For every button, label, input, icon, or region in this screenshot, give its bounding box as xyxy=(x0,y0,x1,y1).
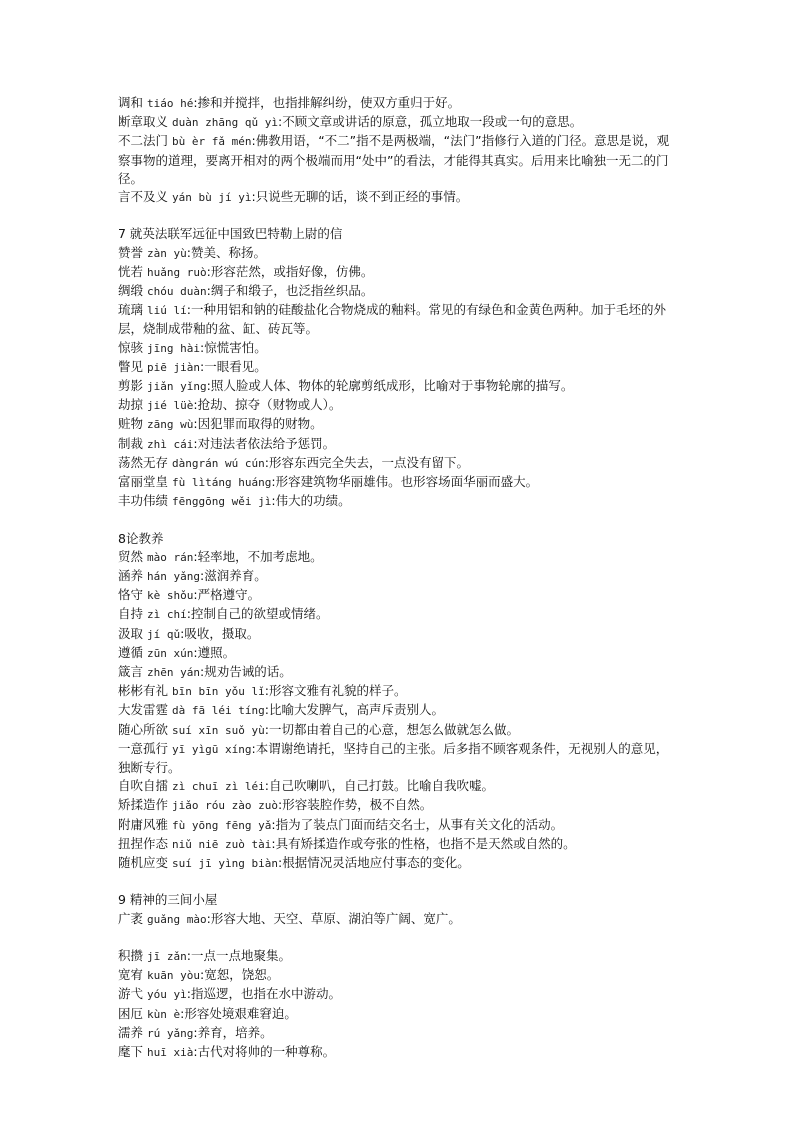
vocab-term: 汲取 xyxy=(118,625,144,641)
vocab-term: 矫揉造作 xyxy=(118,797,169,813)
vocab-definition: 自己吹喇叭，自己打鼓。比喻自我吹嘘。 xyxy=(268,778,494,794)
vocab-definition: 一切都由着自己的心意，想怎么做就怎么做。 xyxy=(268,721,519,737)
vocab-entry: 彬彬有礼 bīn bīn yǒu lǐ:形容文雅有礼貌的样子。 xyxy=(118,683,407,699)
vocab-entry: 广袤 guǎng mào:形容大地、天空、草原、湖泊等广阔、宽广。 xyxy=(118,910,461,926)
vocab-entry: 附庸风雅 fù yōng fēng yǎ:指为了装点门面而结交名士，从事有关文化的活动。 xyxy=(118,816,564,832)
vocab-term: 自持 xyxy=(118,606,144,622)
vocab-entry: 麾下 huī xià:古代对将帅的一种尊称。 xyxy=(118,1044,336,1060)
vocab-term: 彬彬有礼 xyxy=(118,683,169,699)
vocab-pinyin: rú yǎng xyxy=(147,1026,194,1040)
vocab-pinyin: hán yǎng xyxy=(147,570,200,584)
vocab-term: 游弋 xyxy=(118,986,144,1002)
vocab-entry: 赞誉 zàn yù:赞美、称扬。 xyxy=(118,244,266,260)
vocab-pinyin: kuān yòu xyxy=(147,969,200,983)
vocab-entry: 自持 zì chí:控制自己的欲望或情绪。 xyxy=(118,606,329,622)
vocab-term: 箴言 xyxy=(118,664,144,680)
vocab-term: 恪守 xyxy=(118,587,144,603)
vocab-definition: 佛教用语，“不二”指不是两极端，“法门”指修行入道的门径。意思是说，观察事物的道理，要离开相对的两个极端而用“处中”的看法，才能得其真实。后用来比喻独一无二的门径。 xyxy=(118,133,670,186)
section-gap xyxy=(118,511,678,529)
vocab-pinyin: yī yìgū xíng xyxy=(172,742,252,756)
vocab-pinyin: dàngrán wú cún xyxy=(172,456,265,470)
vocab-pinyin: kè shǒu xyxy=(147,589,194,603)
section-gap xyxy=(118,873,678,891)
vocab-entry: 琉璃 liú lí:一种用铝和钠的硅酸盐化合物烧成的釉料。常见的有绿色和金黄色两种。加于毛坯的外层，烧制成带釉的盆、缸、砖瓦等。 xyxy=(118,302,666,337)
vocab-pinyin: yóu yì xyxy=(147,988,187,1002)
vocab-definition: 吸收，摄取。 xyxy=(184,625,260,641)
vocab-pinyin: zàn yù xyxy=(147,246,187,260)
vocab-term: 困厄 xyxy=(118,1005,144,1021)
vocab-entry: 一意孤行 yī yìgū xíng:本谓谢绝请托，坚持自己的主张。后多指不顾客观条件，无视别人的意见，独断专行。 xyxy=(118,740,669,776)
section-gap xyxy=(118,929,678,947)
vocab-pinyin: zhēn yán xyxy=(147,666,200,680)
vocab-definition: 伟大的功绩。 xyxy=(275,493,351,509)
vocab-definition: 比喻大发脾气，高声斥责别人。 xyxy=(268,702,444,718)
vocab-entry: 大发雷霆 dà fā léi tíng:比喻大发脾气，高声斥责别人。 xyxy=(118,702,444,718)
vocab-entry: 荡然无存 dàngrán wú cún:形容东西完全失去，一点没有留下。 xyxy=(118,454,469,470)
vocab-definition: 古代对将帅的一种尊称。 xyxy=(197,1044,336,1060)
vocab-entry: 剪影 jiǎn yǐng:照人脸或人体、物体的轮廓剪纸成形，比喻对于事物轮廓的描写。 xyxy=(118,378,574,394)
vocab-entry: 汲取 jí qǔ:吸收，摄取。 xyxy=(118,625,260,641)
vocab-term: 广袤 xyxy=(118,910,144,926)
vocab-definition: 形容东西完全失去，一点没有留下。 xyxy=(268,454,469,470)
vocab-entry: 矫揉造作 jiǎo róu zào zuò:形容装腔作势，极不自然。 xyxy=(118,797,433,813)
vocab-pinyin: jiǎn yǐng xyxy=(147,380,207,394)
vocab-pinyin: jí qǔ xyxy=(147,627,181,641)
vocab-definition: 因犯罪而取得的财物。 xyxy=(197,416,323,432)
vocab-entry: 调和 tiáo hé:掺和并搅拌，也指排解纠纷，使双方重归于好。 xyxy=(118,95,461,110)
vocab-definition: 照人脸或人体、物体的轮廓剪纸成形，比喻对于事物轮廓的描写。 xyxy=(210,378,574,394)
vocab-pinyin: fù yōng fēng yǎ xyxy=(172,818,272,832)
vocab-definition: 抢劫、掠夺（财物或人）。 xyxy=(197,397,342,413)
vocab-pinyin: guǎng mào xyxy=(147,912,207,926)
vocab-term: 贸然 xyxy=(118,548,144,564)
vocab-definition: 形容茫然，或指好像，仿佛。 xyxy=(210,263,374,279)
section-gap xyxy=(118,207,678,225)
vocab-entry: 绸缎 chóu duàn:绸子和缎子，也泛指丝织品。 xyxy=(118,283,374,299)
vocab-term: 积攒 xyxy=(118,948,144,964)
section-heading: 9 精神的三间小屋 xyxy=(118,892,218,908)
vocab-definition: 指巡逻，也指在水中游动。 xyxy=(190,986,341,1002)
vocab-pinyin: bīn bīn yǒu lǐ xyxy=(172,685,265,699)
vocab-entry: 断章取义 duàn zhāng qǔ yì:不顾文章或讲话的原意，孤立地取一段或一句的意思。 xyxy=(118,114,583,130)
vocab-term: 赃物 xyxy=(118,416,144,432)
vocab-entry: 制裁 zhì cái:对违法者依法给予惩罚。 xyxy=(118,435,336,451)
vocab-definition: 不顾文章或讲话的原意，孤立地取一段或一句的意思。 xyxy=(282,114,583,130)
vocab-term: 荡然无存 xyxy=(118,454,169,470)
vocab-term: 丰功伟绩 xyxy=(118,493,169,509)
vocab-term: 琉璃 xyxy=(118,302,144,318)
vocab-term: 濡养 xyxy=(118,1024,144,1040)
vocab-pinyin: liú lí xyxy=(147,304,187,318)
vocab-definition: 规劝告诫的话。 xyxy=(204,664,292,680)
section-heading: 8论教养 xyxy=(118,530,164,546)
vocab-entry: 箴言 zhēn yán:规劝告诫的话。 xyxy=(118,664,292,680)
vocab-definition: 本谓谢绝请托，坚持自己的主张。后多指不顾客观条件，无视别人的意见，独断专行。 xyxy=(118,740,669,776)
vocab-term: 制裁 xyxy=(118,435,144,451)
vocab-entry: 自吹自擂 zì chuī zì léi:自己吹喇叭，自己打鼓。比喻自我吹嘘。 xyxy=(118,778,494,794)
vocab-entry: 恪守 kè shǒu:严格遵守。 xyxy=(118,587,261,603)
vocab-term: 恍若 xyxy=(118,263,144,279)
vocab-definition: 轻率地，不加考虑地。 xyxy=(197,548,323,564)
vocab-term: 剪影 xyxy=(118,378,144,394)
vocab-definition: 形容文雅有礼貌的样子。 xyxy=(268,683,407,699)
vocab-term: 断章取义 xyxy=(118,114,169,130)
vocab-definition: 宽恕，饶恕。 xyxy=(204,967,280,983)
vocab-pinyin: jī zǎn xyxy=(147,950,187,964)
vocab-pinyin: jié lüè xyxy=(147,399,194,413)
vocab-entry: 濡养 rú yǎng:养育，培养。 xyxy=(118,1024,273,1040)
vocab-term: 调和 xyxy=(118,95,144,110)
vocab-pinyin: huī xià xyxy=(147,1046,194,1060)
vocab-pinyin: jīng hài xyxy=(147,341,200,355)
vocab-term: 大发雷霆 xyxy=(118,702,169,718)
vocab-definition: 一点一点地聚集。 xyxy=(190,948,291,964)
vocab-pinyin: suí jī yìng biàn xyxy=(172,857,278,871)
vocab-term: 麾下 xyxy=(118,1044,144,1060)
vocab-term: 富丽堂皇 xyxy=(118,474,169,490)
vocab-term: 自吹自擂 xyxy=(118,778,169,794)
vocab-term: 绸缎 xyxy=(118,283,144,299)
vocab-term: 赞誉 xyxy=(118,244,144,260)
vocab-term: 言不及义 xyxy=(118,189,169,205)
vocab-entry: 富丽堂皇 fù lìtáng huáng:形容建筑物华丽雄伟。也形容场面华丽而盛大。 xyxy=(118,474,539,490)
vocab-pinyin: zì chuī zì léi xyxy=(172,780,265,794)
vocabulary-document xyxy=(118,94,678,1062)
vocab-definition: 一眼看见。 xyxy=(204,358,267,374)
vocab-definition: 赞美、称扬。 xyxy=(190,244,266,260)
vocab-entry: 涵养 hán yǎng:滋润养育。 xyxy=(118,568,267,584)
vocab-entry: 贸然 mào rán:轻率地，不加考虑地。 xyxy=(118,548,323,564)
vocab-entry: 游弋 yóu yì:指巡逻，也指在水中游动。 xyxy=(118,986,341,1002)
section-heading: 7 就英法联军远征中国致巴特勒上尉的信 xyxy=(118,226,343,242)
vocab-pinyin: tiáo hé xyxy=(147,97,194,110)
vocab-entry: 遵循 zūn xún:遵照。 xyxy=(118,644,236,660)
vocab-pinyin: zūn xún xyxy=(147,646,194,660)
vocab-definition: 养育，培养。 xyxy=(197,1024,273,1040)
vocab-entry: 不二法门 bù èr fǎ mén:佛教用语，“不二”指不是两极端，“法门”指修行入道的门径。意思是说，观察事物的道理，要离开相对的两个极端而用“处中”的看法，才能得其真实。后用来比喻独一无二的门径。 xyxy=(118,133,670,186)
vocab-definition: 形容装腔作势，极不自然。 xyxy=(282,797,433,813)
vocab-definition: 遵照。 xyxy=(197,644,236,660)
vocab-definition: 形容大地、天空、草原、湖泊等广阔、宽广。 xyxy=(210,910,461,926)
vocab-entry: 丰功伟绩 fēnggōng wěi jì:伟大的功绩。 xyxy=(118,493,351,509)
vocab-term: 一意孤行 xyxy=(118,740,169,756)
vocab-pinyin: dà fā léi tíng xyxy=(172,704,265,718)
vocab-term: 随心所欲 xyxy=(118,721,169,737)
vocab-term: 遵循 xyxy=(118,644,144,660)
vocab-entry: 瞥见 piē jiàn:一眼看见。 xyxy=(118,358,267,374)
vocab-definition: 具有矫揉造作或夸张的性格，也指不是天然或自然的。 xyxy=(275,835,576,851)
vocab-pinyin: yán bù jí yì xyxy=(172,191,252,205)
vocab-pinyin: jiǎo róu zào zuò xyxy=(172,799,278,813)
vocab-definition: 滋润养育。 xyxy=(204,568,267,584)
vocab-entry: 随机应变 suí jī yìng biàn:根据情况灵活地应付事态的变化。 xyxy=(118,855,470,871)
vocab-term: 涵养 xyxy=(118,568,144,584)
vocab-pinyin: zāng wù xyxy=(147,418,194,432)
vocab-pinyin: bù èr fǎ mén xyxy=(172,135,252,149)
vocab-pinyin: fēnggōng wěi jì xyxy=(172,495,272,509)
vocab-entry: 劫掠 jié lüè:抢劫、掠夺（财物或人）。 xyxy=(118,397,342,413)
vocab-entry: 宽宥 kuān yòu:宽恕，饶恕。 xyxy=(118,967,280,983)
vocab-pinyin: zì chí xyxy=(147,608,187,622)
vocab-term: 瞥见 xyxy=(118,358,144,374)
vocab-pinyin: zhì cái xyxy=(147,437,194,451)
vocab-definition: 严格遵守。 xyxy=(197,587,261,603)
vocab-term: 扭捏作态 xyxy=(118,835,169,851)
vocab-term: 附庸风雅 xyxy=(118,816,169,832)
vocab-entry: 随心所欲 suí xīn suǒ yù:一切都由着自己的心意，想怎么做就怎么做。 xyxy=(118,721,519,737)
vocab-definition: 对违法者依法给予惩罚。 xyxy=(197,435,336,451)
vocab-term: 不二法门 xyxy=(118,133,169,149)
vocab-definition: 掺和并搅拌，也指排解纠纷，使双方重归于好。 xyxy=(197,95,461,110)
vocab-pinyin: huǎng ruò xyxy=(147,265,207,279)
vocab-pinyin: piē jiàn xyxy=(147,360,200,374)
vocab-entry: 扭捏作态 niǔ niē zuò tài:具有矫揉造作或夸张的性格，也指不是天然或自然的。 xyxy=(118,835,576,851)
vocab-entry: 惊骇 jīng hài:惊慌害怕。 xyxy=(118,339,267,355)
vocab-entry: 恍若 huǎng ruò:形容茫然，或指好像，仿佛。 xyxy=(118,263,374,279)
vocab-term: 随机应变 xyxy=(118,855,169,871)
vocab-entry: 言不及义 yán bù jí yì:只说些无聊的话，谈不到正经的事情。 xyxy=(118,189,469,205)
vocab-term: 劫掠 xyxy=(118,397,144,413)
vocab-definition: 根据情况灵活地应付事态的变化。 xyxy=(282,855,470,871)
vocab-definition: 形容处境艰难窘迫。 xyxy=(184,1005,297,1021)
vocab-entry: 困厄 kùn è:形容处境艰难窘迫。 xyxy=(118,1005,297,1021)
vocab-term: 宽宥 xyxy=(118,967,144,983)
vocab-pinyin: suí xīn suǒ yù xyxy=(172,723,265,737)
vocab-pinyin: kùn è xyxy=(147,1007,181,1021)
vocab-pinyin: niǔ niē zuò tài xyxy=(172,837,272,851)
vocab-entry: 积攒 jī zǎn:一点一点地聚集。 xyxy=(118,948,291,964)
vocab-definition: 绸子和缎子，也泛指丝织品。 xyxy=(210,283,374,299)
vocab-pinyin: duàn zhāng qǔ yì xyxy=(172,116,278,130)
vocab-definition: 一种用铝和钠的硅酸盐化合物烧成的釉料。常见的有绿色和金黄色两种。加于毛坯的外层，烧制成带釉的盆、缸、砖瓦等。 xyxy=(118,302,666,337)
vocab-definition: 形容建筑物华丽雄伟。也形容场面华丽而盛大。 xyxy=(275,474,539,490)
vocab-definition: 控制自己的欲望或情绪。 xyxy=(190,606,329,622)
vocab-pinyin: chóu duàn xyxy=(147,285,207,299)
vocab-pinyin: fù lìtáng huáng xyxy=(172,476,272,490)
vocab-definition: 惊慌害怕。 xyxy=(204,339,267,355)
vocab-definition: 只说些无聊的话，谈不到正经的事情。 xyxy=(255,189,469,205)
vocab-term: 惊骇 xyxy=(118,339,144,355)
vocab-definition: 指为了装点门面而结交名士，从事有关文化的活动。 xyxy=(275,816,564,832)
vocab-entry: 赃物 zāng wù:因犯罪而取得的财物。 xyxy=(118,416,323,432)
vocab-pinyin: mào rán xyxy=(147,550,194,564)
